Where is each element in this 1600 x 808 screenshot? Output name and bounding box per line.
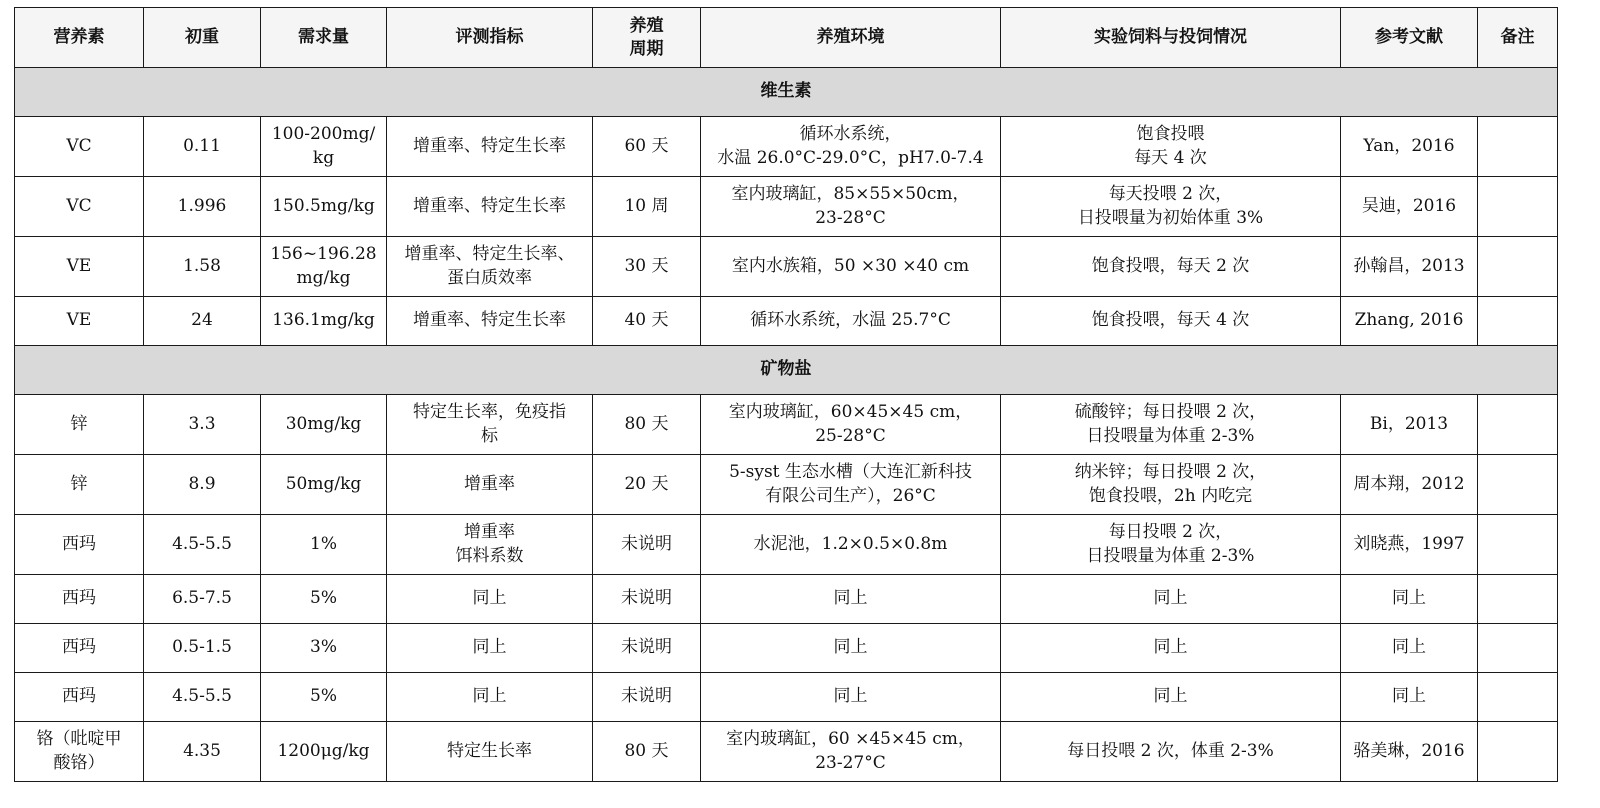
- cell-initial-weight: 0.5-1.5: [144, 624, 261, 673]
- header-row: [15, 8, 1558, 68]
- cell-remarks: [1478, 395, 1558, 455]
- cell-reference: Zhang, 2016: [1341, 297, 1478, 346]
- table-row: [15, 722, 1558, 782]
- cell-initial-weight: 4.5-5.5: [144, 515, 261, 575]
- cell-requirement: 50mg/kg: [261, 455, 387, 515]
- table-row: [15, 673, 1558, 722]
- cell-reference: 刘晓燕，1997: [1341, 515, 1478, 575]
- cell-feed-and-feeding: 每天投喂 2 次， 日投喂量为初始体重 3%: [1001, 177, 1341, 237]
- cell-culture-period: 10 周: [593, 177, 701, 237]
- cell-requirement: 1%: [261, 515, 387, 575]
- table-header: [15, 8, 1558, 68]
- cell-indicators: 同上: [387, 673, 593, 722]
- cell-remarks: [1478, 117, 1558, 177]
- header-initial-weight: 初重: [144, 8, 261, 68]
- cell-indicators: 增重率: [387, 455, 593, 515]
- cell-indicators: 增重率、特定生长率: [387, 177, 593, 237]
- cell-requirement: 3%: [261, 624, 387, 673]
- cell-indicators: 增重率、特定生长率: [387, 117, 593, 177]
- cell-indicators: 增重率、特定生长率、 蛋白质效率: [387, 237, 593, 297]
- cell-reference: 周本翔，2012: [1341, 455, 1478, 515]
- cell-remarks: [1478, 297, 1558, 346]
- cell-initial-weight: 1.996: [144, 177, 261, 237]
- cell-nutrient: VC: [15, 177, 144, 237]
- cell-indicators: 同上: [387, 575, 593, 624]
- cell-culture-environment: 室内玻璃缸，60×45×45 cm， 25-28°C: [701, 395, 1001, 455]
- cell-remarks: [1478, 673, 1558, 722]
- cell-culture-environment: 同上: [701, 673, 1001, 722]
- cell-culture-period: 未说明: [593, 515, 701, 575]
- cell-culture-environment: 5-syst 生态水槽（大连汇新科技 有限公司生产），26°C: [701, 455, 1001, 515]
- cell-requirement: 150.5mg/kg: [261, 177, 387, 237]
- cell-requirement: 5%: [261, 673, 387, 722]
- cell-reference: 同上: [1341, 575, 1478, 624]
- table-row: [15, 515, 1558, 575]
- cell-remarks: [1478, 722, 1558, 782]
- cell-initial-weight: 4.5-5.5: [144, 673, 261, 722]
- cell-requirement: 136.1mg/kg: [261, 297, 387, 346]
- cell-culture-environment: 室内水族箱，50 ×30 ×40 cm: [701, 237, 1001, 297]
- cell-culture-environment: 室内玻璃缸，85×55×50cm， 23-28°C: [701, 177, 1001, 237]
- cell-requirement: 5%: [261, 575, 387, 624]
- cell-initial-weight: 1.58: [144, 237, 261, 297]
- header-feed-and-feeding: 实验饲料与投饲情况: [1001, 8, 1341, 68]
- cell-culture-period: 20 天: [593, 455, 701, 515]
- cell-culture-period: 未说明: [593, 624, 701, 673]
- cell-initial-weight: 6.5-7.5: [144, 575, 261, 624]
- section-row: [15, 68, 1558, 117]
- cell-feed-and-feeding: 同上: [1001, 575, 1341, 624]
- cell-remarks: [1478, 177, 1558, 237]
- cell-indicators: 特定生长率: [387, 722, 593, 782]
- cell-nutrient: 西玛: [15, 673, 144, 722]
- cell-nutrient: 铬（吡啶甲 酸铬）: [15, 722, 144, 782]
- cell-nutrient: VC: [15, 117, 144, 177]
- cell-reference: Yan，2016: [1341, 117, 1478, 177]
- cell-reference: 孙翰昌，2013: [1341, 237, 1478, 297]
- cell-requirement: 30mg/kg: [261, 395, 387, 455]
- cell-feed-and-feeding: 每日投喂 2 次，体重 2-3%: [1001, 722, 1341, 782]
- cell-initial-weight: 0.11: [144, 117, 261, 177]
- cell-indicators: 增重率 饵料系数: [387, 515, 593, 575]
- table-row: [15, 177, 1558, 237]
- table-row: [15, 297, 1558, 346]
- cell-nutrient: VE: [15, 297, 144, 346]
- cell-culture-period: 60 天: [593, 117, 701, 177]
- cell-nutrient: 锌: [15, 455, 144, 515]
- cell-culture-environment: 水泥池，1.2×0.5×0.8m: [701, 515, 1001, 575]
- cell-remarks: [1478, 515, 1558, 575]
- cell-requirement: 1200μg/kg: [261, 722, 387, 782]
- cell-culture-period: 未说明: [593, 673, 701, 722]
- section-title: 维生素: [15, 68, 1558, 117]
- cell-indicators: 特定生长率，免疫指 标: [387, 395, 593, 455]
- cell-nutrient: VE: [15, 237, 144, 297]
- table-body: [15, 68, 1558, 782]
- cell-initial-weight: 4.35: [144, 722, 261, 782]
- cell-initial-weight: 24: [144, 297, 261, 346]
- cell-nutrient: 西玛: [15, 624, 144, 673]
- cell-reference: 同上: [1341, 624, 1478, 673]
- header-requirement: 需求量: [261, 8, 387, 68]
- nutrient-requirements-table: [14, 7, 1558, 782]
- table-row: [15, 237, 1558, 297]
- cell-requirement: 156~196.28 mg/kg: [261, 237, 387, 297]
- cell-culture-environment: 同上: [701, 575, 1001, 624]
- cell-culture-period: 80 天: [593, 395, 701, 455]
- cell-culture-period: 30 天: [593, 237, 701, 297]
- cell-initial-weight: 8.9: [144, 455, 261, 515]
- cell-feed-and-feeding: 同上: [1001, 673, 1341, 722]
- section-title: 矿物盐: [15, 346, 1558, 395]
- header-reference: 参考文献: [1341, 8, 1478, 68]
- cell-remarks: [1478, 455, 1558, 515]
- header-indicators: 评测指标: [387, 8, 593, 68]
- cell-reference: Bi，2013: [1341, 395, 1478, 455]
- cell-remarks: [1478, 624, 1558, 673]
- cell-feed-and-feeding: 同上: [1001, 624, 1341, 673]
- cell-feed-and-feeding: 饱食投喂，每天 2 次: [1001, 237, 1341, 297]
- cell-nutrient: 西玛: [15, 575, 144, 624]
- cell-culture-period: 40 天: [593, 297, 701, 346]
- table-row: [15, 117, 1558, 177]
- cell-culture-environment: 循环水系统，水温 25.7°C: [701, 297, 1001, 346]
- cell-indicators: 同上: [387, 624, 593, 673]
- cell-remarks: [1478, 237, 1558, 297]
- cell-reference: 同上: [1341, 673, 1478, 722]
- table-row: [15, 624, 1558, 673]
- cell-culture-period: 未说明: [593, 575, 701, 624]
- cell-indicators: 增重率、特定生长率: [387, 297, 593, 346]
- cell-nutrient: 西玛: [15, 515, 144, 575]
- cell-nutrient: 锌: [15, 395, 144, 455]
- header-nutrient: 营养素: [15, 8, 144, 68]
- cell-requirement: 100-200mg/ kg: [261, 117, 387, 177]
- cell-feed-and-feeding: 饱食投喂 每天 4 次: [1001, 117, 1341, 177]
- cell-feed-and-feeding: 饱食投喂，每天 4 次: [1001, 297, 1341, 346]
- cell-feed-and-feeding: 每日投喂 2 次， 日投喂量为体重 2-3%: [1001, 515, 1341, 575]
- cell-culture-environment: 室内玻璃缸，60 ×45×45 cm， 23-27°C: [701, 722, 1001, 782]
- cell-culture-environment: 循环水系统， 水温 26.0°C-29.0°C，pH7.0-7.4: [701, 117, 1001, 177]
- header-remarks: 备注: [1478, 8, 1558, 68]
- cell-reference: 吴迪，2016: [1341, 177, 1478, 237]
- cell-remarks: [1478, 575, 1558, 624]
- cell-reference: 骆美琳，2016: [1341, 722, 1478, 782]
- cell-feed-and-feeding: 纳米锌；每日投喂 2 次， 饱食投喂，2h 内吃完: [1001, 455, 1341, 515]
- cell-culture-period: 80 天: [593, 722, 701, 782]
- section-row: [15, 346, 1558, 395]
- table-row: [15, 395, 1558, 455]
- table-row: [15, 455, 1558, 515]
- cell-feed-and-feeding: 硫酸锌；每日投喂 2 次， 日投喂量为体重 2-3%: [1001, 395, 1341, 455]
- header-culture-period: 养殖 周期: [593, 8, 701, 68]
- cell-initial-weight: 3.3: [144, 395, 261, 455]
- cell-culture-environment: 同上: [701, 624, 1001, 673]
- header-culture-environment: 养殖环境: [701, 8, 1001, 68]
- table-row: [15, 575, 1558, 624]
